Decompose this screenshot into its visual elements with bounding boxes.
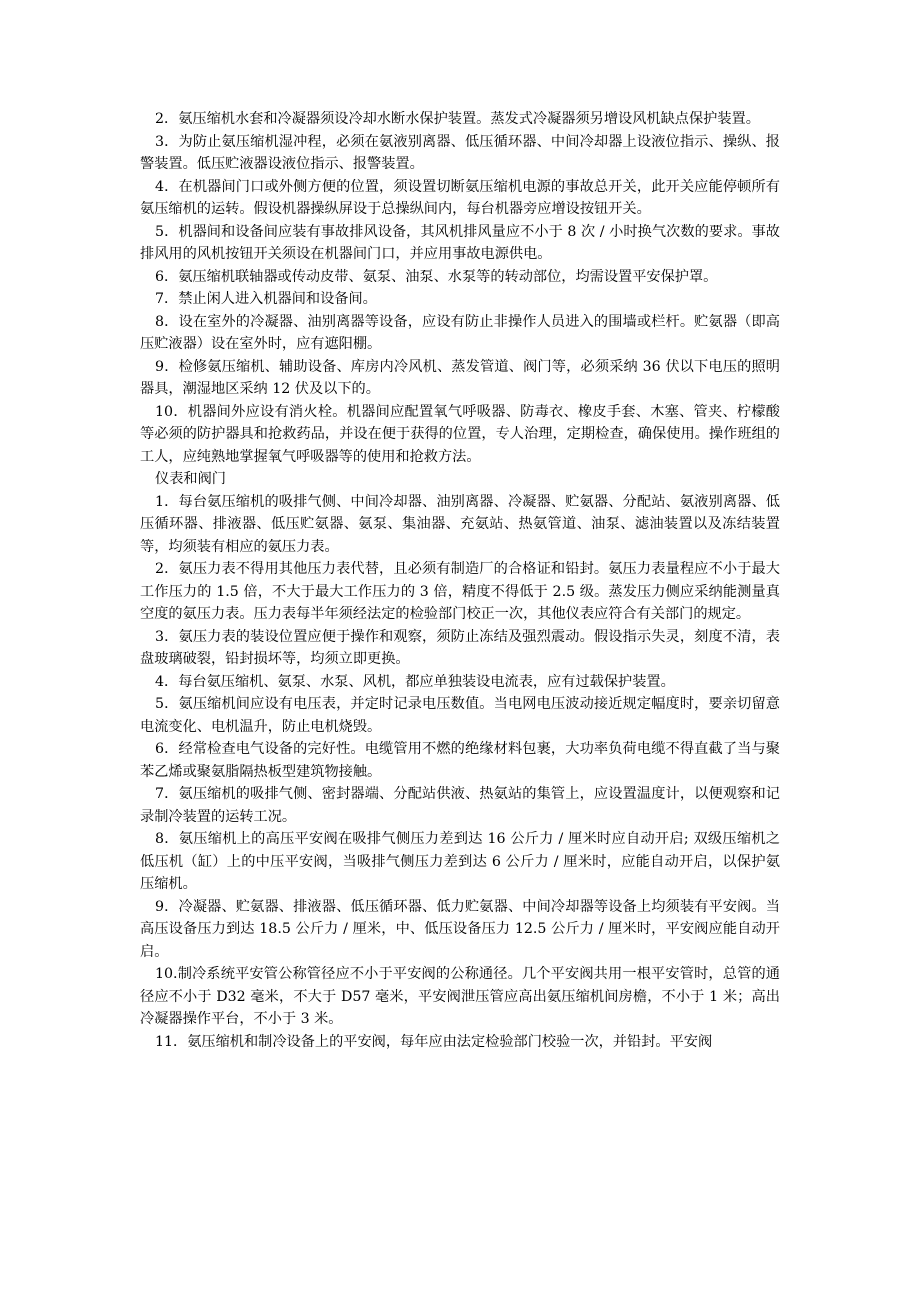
paragraph: 3．为防止氨压缩机湿冲程，必须在氨液别离器、低压循环器、中间冷却器上设液位指示、操纵、报警装置。低压贮液器设液位指示、报警装置。 <box>140 133 780 172</box>
paragraph: 10．机器间外应设有消火栓。机器间应配置氧气呼吸器、防毒衣、橡皮手套、木塞、管夹、柠檬酸等必须的防护器具和抢救药品，并设在便于获得的位置，专人治理，定期检查，确保使用。操作班组的工人，应纯熟地掌握氧气呼吸器等的使用和抢救方法。 <box>140 403 780 465</box>
paragraph: 9．冷凝器、贮氨器、排液器、低压循环器、低力贮氨器、中间冷却器等设备上均须装有平安阀。当高压设备压力到达 18.5 公斤力 / 厘米，中、低压设备压力 12.5 公斤力 / 厘米时，平安阀应能自动开启。 <box>140 898 780 960</box>
paragraph: 9．检修氨压缩机、辅助设备、库房内冷风机、蒸发管道、阀门等，必须采纳 36 伏以下电压的照明器具，潮湿地区采纳 12 伏及以下的。 <box>140 358 780 397</box>
paragraph: 7．禁止闲人进入机器间和设备间。 <box>155 291 377 307</box>
paragraph: 2．氨压缩机水套和冷凝器须设冷却水断水保护装置。蒸发式冷凝器须另增设风机缺点保护装置。 <box>155 111 760 127</box>
paragraph: 4．在机器间门口或外侧方便的位置，须设置切断氨压缩机电源的事故总开关，此开关应能停顿所有氨压缩机的运转。假设机器操纵屏设于总操纵间内，每台机器旁应增设按钮开关。 <box>140 178 780 217</box>
paragraph: 6．经常检查电气设备的完好性。电缆管用不燃的绝缘材料包裹，大功率负荷电缆不得直截了当与聚苯乙烯或聚氨脂隔热板型建筑物接触。 <box>140 741 780 780</box>
paragraph: 5．氨压缩机间应设有电压表，并定时记录电压数值。当电网电压波动接近规定幅度时，要亲切留意电流变化、电机温升，防止电机烧毁。 <box>140 696 780 735</box>
document-body <box>140 108 780 1053</box>
section-heading: 仪表和阀门 <box>155 471 226 487</box>
paragraph: 6．氨压缩机联轴器或传动皮带、氨泵、油泵、水泵等的转动部位，均需设置平安保护罩。 <box>155 268 718 285</box>
paragraph: 5．机器间和设备间应装有事故排风设备，其风机排风量应不小于 8 次 / 小时换气次数的要求。事故排风用的风机按钮开关须设在机器间门口，并应用事故电源供电。 <box>140 223 780 262</box>
paragraph: 4．每台氨压缩机、氨泵、水泵、风机，都应单独装设电流表，应有过载保护装置。 <box>155 673 675 690</box>
paragraph: 2．氨压力表不得用其他压力表代替，且必须有制造厂的合格证和铅封。氨压力表量程应不小于最大工作压力的 1.5 倍，不大于最大工作压力的 3 倍，精度不得低于 2.5 级。蒸发压力侧应采纳能测量真空度的氨压力表。压力表每半年须经法定的检验部门校正一次，其他仪表应符合有关部门的规定。 <box>140 561 780 622</box>
paragraph: 10.制冷系统平安管公称管径应不小于平安阀的公称通径。几个平安阀共用一根平安管时，总管的通径应不小于 D32 毫米，不大于 D57 毫米，平安阀泄压管应高出氨压缩机间房檐，不小于 1 米；高出冷凝器操作平台，不小于 3 米。 <box>140 966 780 1027</box>
paragraph: 8．氨压缩机上的高压平安阀在吸排气侧压力差到达 16 公斤力 / 厘米时应自动开启; 双级压缩机之低压机（缸）上的中压平安阀，当吸排气侧压力差到达 6 公斤力 / 厘米时，应能自动开启，以保护氨压缩机。 <box>140 831 780 892</box>
paragraph: 11．氨压缩机和制冷设备上的平安阀，每年应由法定检验部门校验一次，并铅封。平安阀 <box>155 1033 713 1050</box>
paragraph: 1．每台氨压缩机的吸排气侧、中间冷却器、油别离器、冷凝器、贮氨器、分配站、氨液别离器、低压循环器、排液器、低压贮氨器、氨泵、集油器、充氨站、热氨管道、油泵、滤油装置以及冻结装置等，均须装有相应的氨压力表。 <box>140 493 780 555</box>
paragraph: 8．设在室外的冷凝器、油别离器等设备，应设有防止非操作人员进入的围墙或栏杆。贮氨器（即高压贮液器）设在室外时，应有遮阳棚。 <box>140 313 780 352</box>
paragraph: 7．氨压缩机的吸排气侧、密封器端、分配站供液、热氨站的集管上，应设置温度计，以便观察和记录制冷装置的运转工况。 <box>140 786 780 825</box>
paragraph: 3．氨压力表的装设位置应便于操作和观察，须防止冻结及强烈震动。假设指示失灵，刻度不清，表盘玻璃破裂，铅封损坏等，均须立即更换。 <box>140 628 780 667</box>
